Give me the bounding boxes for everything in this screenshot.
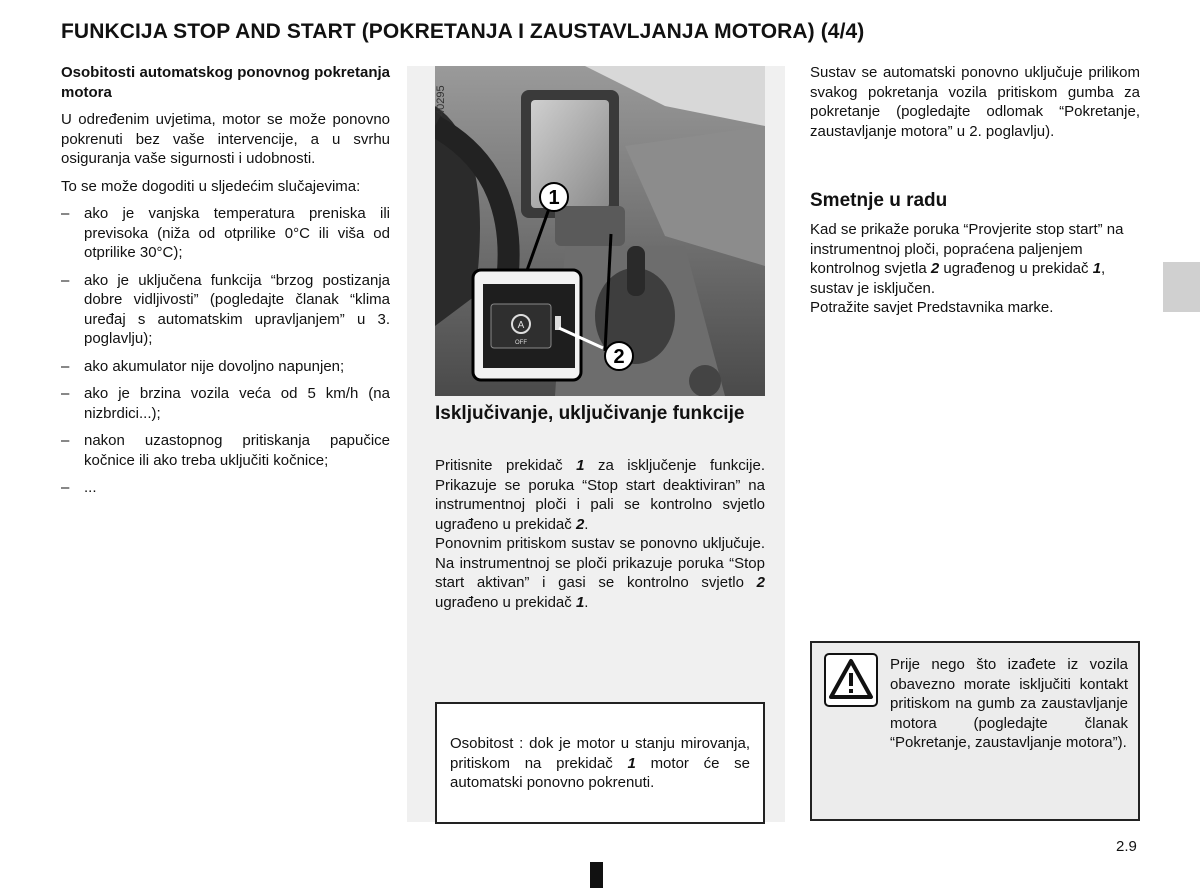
car-interior-illustration xyxy=(435,66,765,396)
text-run: Pritisnite prekidač xyxy=(435,457,577,474)
paragraph: U određenim uvjetima, motor se može ponovno pokrenuti bez vaše intervencije, a u svrhu osiguranja vaše sigurnosti i udobnosti. xyxy=(61,111,390,167)
warning-box xyxy=(810,641,1140,821)
ref-number: 1 xyxy=(575,593,585,611)
ref-number: 1 xyxy=(1092,260,1102,277)
list-item-text: ako je brzina vozila veća od 5 km/h (na nizbrdici...); xyxy=(84,385,390,422)
paragraph xyxy=(435,456,765,534)
switch-off-label: OFF xyxy=(515,340,527,346)
text-run: ugrađeno u prekidač xyxy=(435,593,576,611)
ref-number: 1 xyxy=(627,754,636,772)
text-run: Ponovnim pritiskom sustav se ponovno uključuje. Na instrumentnoj se ploči prikazuje poruka “Stop start aktivan” i gasi se kontrolno svjetlo xyxy=(435,535,765,591)
switch-symbol: A xyxy=(517,320,525,331)
middle-body xyxy=(435,456,765,612)
text-run: motor će se automatski ponovno pokrenuti. xyxy=(450,754,750,791)
text-run: Prije nego što izađete iz vozila obavezno morate isključiti kontakt pritiskom na gumb za zaustavljanje motora (pogledajte članak “Pokretanje, zaustavljanje motora”). xyxy=(890,656,1128,751)
ref-number: 2 xyxy=(575,515,585,533)
ref-number: 2 xyxy=(756,574,765,591)
warning-text xyxy=(824,655,1128,753)
print-mark xyxy=(590,862,603,888)
note-box xyxy=(435,702,765,824)
conditions-list xyxy=(61,204,390,498)
note-text xyxy=(450,734,750,793)
dash-bullet: – xyxy=(61,432,70,449)
chapter-tab xyxy=(1163,262,1200,312)
paragraph: To se može dogoditi u sljedećim slučajevima: xyxy=(61,177,361,195)
callout-2-label: 2 xyxy=(613,346,625,368)
section-subheading: Osobitosti automatskog ponovnog pokretanja motora xyxy=(61,64,390,101)
text-run: ugrađenog u prekidač xyxy=(939,260,1093,277)
paragraph: Potražite savjet Predstavnika marke. xyxy=(810,299,1054,316)
dashboard-photo xyxy=(435,66,765,396)
section-heading: Smetnje u radu xyxy=(810,190,948,211)
list-item-text: ako je vanjska temperatura preniska ili previsoka (niža od otprilike 0°C ili viša od otprilike 30°C); xyxy=(84,205,390,261)
list-item xyxy=(61,431,390,470)
dash-bullet: – xyxy=(61,205,70,222)
text-run: , sustav je isključen. xyxy=(810,260,1106,297)
list-item xyxy=(61,204,390,263)
list-item xyxy=(61,478,390,498)
ref-number: 1 xyxy=(576,457,585,474)
list-item xyxy=(61,357,390,377)
text-run: . xyxy=(584,515,589,533)
dash-bullet: – xyxy=(61,271,70,289)
page-title: FUNKCIJA STOP AND START (POKRETANJA I ZAUSTAVLJANJA MOTORA) (4/4) xyxy=(61,20,865,43)
paragraph xyxy=(435,534,765,612)
text-run: za isključenje funkcije. Prikazuje se poruka “Stop start deaktiviran” na instrumentnoj ploči i pali se kontrolno svjetlo ugrađeno u prekidač xyxy=(435,457,765,533)
list-item xyxy=(61,271,390,349)
list-item-text: nakon uzastopnog pritiskanja papučice kočnice ili ako treba uključiti kočnice; xyxy=(84,432,390,469)
section-heading: Isključivanje, uključivanje funkcije xyxy=(435,403,745,424)
left-column xyxy=(61,63,390,506)
text-run: Kad se prikaže poruka “Provjerite stop start” na instrumentnoj ploči, popraćena paljenjem kontrolnog svjetla xyxy=(810,221,1124,277)
list-item-text: ... xyxy=(84,479,97,496)
list-item-text: ako je uključena funkcija “brzog postizanja dobre vidljivosti” (pogledajte članak “klima uređaj s automatskim upravljanjem” u 3. poglavlju); xyxy=(84,271,390,347)
figure-code: 40295 xyxy=(435,85,447,116)
ref-number: 2 xyxy=(930,260,940,277)
paragraph xyxy=(810,220,1140,298)
page-number: 2.9 xyxy=(1116,838,1137,855)
callout-1-label: 1 xyxy=(548,187,560,209)
dash-bullet: – xyxy=(61,385,70,402)
text-run: . xyxy=(584,593,589,611)
list-item xyxy=(61,384,390,423)
text-run: Osobitost : dok je motor u stanju mirovanja, pritiskom na prekidač xyxy=(450,735,750,772)
list-item-text: ako akumulator nije dovoljno napunjen; xyxy=(84,357,345,375)
right-body xyxy=(810,220,1140,318)
paragraph: Sustav se automatski ponovno uključuje prilikom svakog pokretanja vozila pritiskom gumba za pokretanje (pogledajte odlomak “Pokretanje, zaustavljanje motora” u 2. poglavlju). xyxy=(810,64,1140,140)
dash-bullet: – xyxy=(61,479,70,496)
dash-bullet: – xyxy=(61,357,70,375)
right-column xyxy=(810,63,1140,141)
